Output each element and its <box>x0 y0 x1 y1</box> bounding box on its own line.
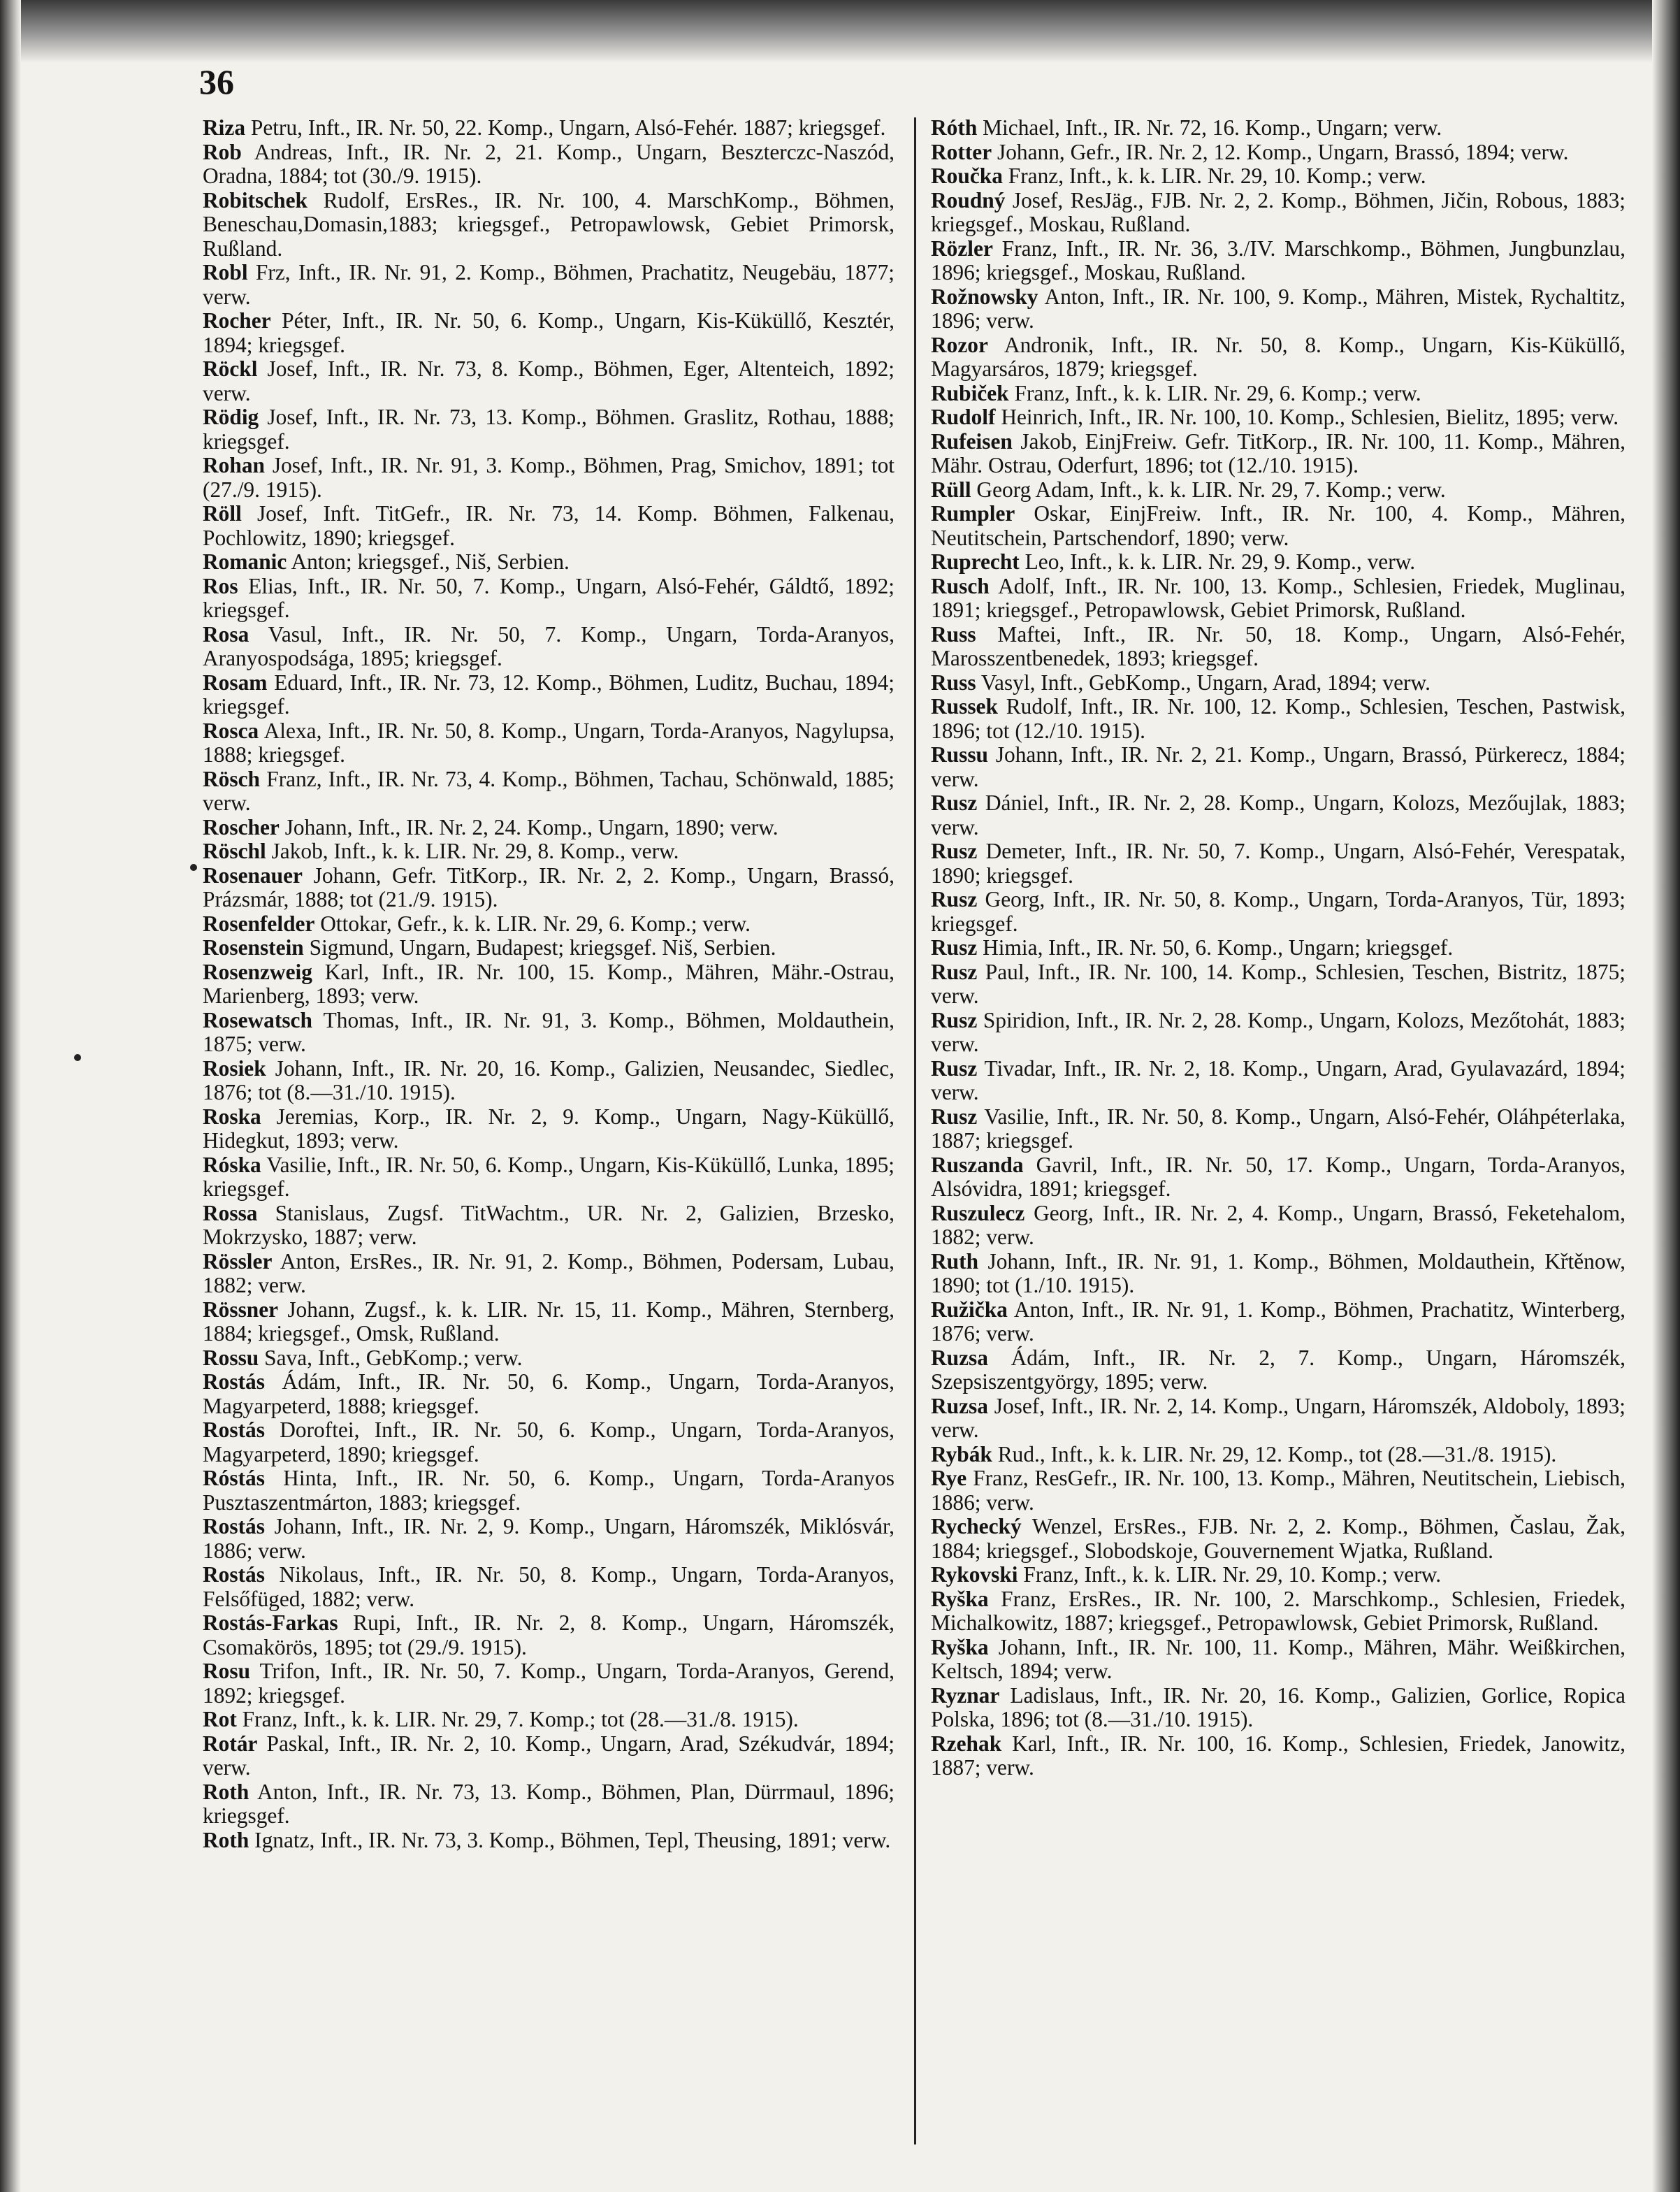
register-entry <box>203 719 895 767</box>
entry-details: Josef, Inft., IR. Nr. 73, 13. Komp., Böhmen. Graslitz, Rothau, 1888; kriegsgef. <box>203 405 895 454</box>
entry-details: Petru, Inft., IR. Nr. 50, 22. Komp., Ungarn, Alsó-Fehér. 1887; kriegsgef. <box>245 115 886 140</box>
entry-surname: Roscher <box>203 814 280 839</box>
entry-surname: Rob <box>203 139 242 164</box>
register-entry <box>203 1370 895 1418</box>
register-entry <box>931 1443 1625 1467</box>
entry-surname: Rudolf <box>931 405 996 429</box>
register-entry <box>931 936 1625 960</box>
register-entry <box>931 1105 1625 1153</box>
register-entry <box>203 1418 895 1466</box>
entry-surname: Ruprecht <box>931 549 1020 574</box>
entry-surname: Riza <box>203 115 246 140</box>
entry-surname: Robl <box>203 260 248 284</box>
entry-details: Anton, Inft., IR. Nr. 100, 9. Komp., Mähren, Mistek, Rychaltitz, 1896; verw. <box>931 284 1625 333</box>
register-entry <box>203 936 895 960</box>
entry-surname: Rosca <box>203 718 259 743</box>
entry-surname: Rusz <box>931 1007 978 1032</box>
entry-surname: Rumpler <box>931 501 1015 526</box>
entry-surname: Rye <box>931 1466 967 1490</box>
entry-surname: Rosenzweig <box>203 959 312 984</box>
register-entry <box>203 1346 895 1371</box>
register-entry <box>931 164 1625 189</box>
entry-surname: Röll <box>203 501 242 526</box>
entry-details: Johann, Inft., IR. Nr. 2, 24. Komp., Ungarn, 1890; verw. <box>279 814 779 839</box>
entry-surname: Rosenauer <box>203 863 303 888</box>
entry-details: Elias, Inft., IR. Nr. 50, 7. Komp., Ungarn, Alsó-Fehér, Gáldtő, 1892; kriegsgef. <box>203 573 895 622</box>
register-entry <box>931 1298 1625 1346</box>
register-entry <box>931 1732 1625 1780</box>
register-entry <box>931 1636 1625 1684</box>
register-entry <box>203 671 895 719</box>
entry-details: Spiridion, Inft., IR. Nr. 2, 28. Komp., Ungarn, Kolozs, Mezőtohát, 1883; verw. <box>931 1007 1625 1056</box>
entry-details: Rudolf, Inft., IR. Nr. 100, 12. Komp., Schlesien, Teschen, Pastwisk, 1896; tot (12./10. 1915). <box>931 694 1625 743</box>
entry-details: Johann, Inft., IR. Nr. 100, 11. Komp., Mähren, Mähr. Weißkirchen, Keltsch, 1894; verw. <box>931 1634 1625 1683</box>
register-entry <box>931 140 1625 165</box>
entry-details: Josef, Inft., IR. Nr. 2, 14. Komp., Ungarn, Háromszék, Aldoboly, 1893; verw. <box>931 1393 1625 1442</box>
entry-surname: Rusz <box>931 1104 978 1129</box>
register-entry <box>931 791 1625 839</box>
register-entry <box>931 888 1625 936</box>
entry-surname: Rotter <box>931 139 992 164</box>
register-entry <box>931 1587 1625 1636</box>
entry-details: Franz, Inft., k. k. LIR. Nr. 29, 7. Komp.; tot (28.—31./8. 1915). <box>236 1707 799 1731</box>
register-entry <box>203 960 895 1009</box>
entry-details: Vasul, Inft., IR. Nr. 50, 7. Komp., Ungarn, Torda-Aranyos, Aranyospodsága, 1895; kriegsgef. <box>203 621 895 670</box>
entry-details: Ádám, Inft., IR. Nr. 50, 6. Komp., Ungarn, Torda-Aranyos, Magyarpeterd, 1888; kriegsgef. <box>203 1369 895 1418</box>
register-entry <box>931 575 1625 623</box>
entry-details: Ottokar, Gefr., k. k. LIR. Nr. 29, 6. Komp.; verw. <box>314 911 751 936</box>
register-entry <box>203 550 895 575</box>
register-entry <box>931 189 1625 237</box>
entry-details: Ladislaus, Inft., IR. Nr. 20, 16. Komp., Galizien, Gorlice, Ropica Polska, 1896; tot (8.—31./10. 1915). <box>931 1682 1625 1731</box>
entry-surname: Rödig <box>203 405 259 429</box>
entry-surname: Roth <box>203 1827 249 1852</box>
entry-details: Josef, Inft. TitGefr., IR. Nr. 73, 14. Komp. Böhmen, Falkenau, Pochlowitz, 1890; kriegsgef. <box>203 501 895 550</box>
column-divider <box>914 117 916 2144</box>
entry-details: Johann, Inft., IR. Nr. 2, 21. Komp., Ungarn, Brassó, Pürkerecz, 1884; verw. <box>931 742 1625 791</box>
entry-details: Gavril, Inft., IR. Nr. 50, 17. Komp., Ungarn, Torda-Aranyos, Alsóvidra, 1891; kriegsgef. <box>931 1152 1625 1201</box>
entry-surname: Rostás <box>203 1562 265 1587</box>
register-entry <box>203 1732 895 1780</box>
entry-surname: Russ <box>931 670 976 695</box>
register-entry <box>931 1684 1625 1732</box>
register-entry <box>203 502 895 550</box>
entry-details: Sava, Inft., GebKomp.; verw. <box>259 1345 523 1370</box>
register-entry <box>203 1659 895 1708</box>
register-entry <box>931 1057 1625 1105</box>
entry-surname: Rubiček <box>931 380 1009 405</box>
register-entry <box>203 1829 895 1853</box>
entry-details: Oskar, EinjFreiw. Inft., IR. Nr. 100, 4. Komp., Mähren, Neutitschein, Partschendorf, 1890; verw. <box>931 501 1625 550</box>
entry-surname: Rüll <box>931 477 971 502</box>
entry-surname: Rosu <box>203 1659 251 1683</box>
entry-details: Vasilie, Inft., IR. Nr. 50, 6. Komp., Ungarn, Kis-Küküllő, Lunka, 1895; kriegsgef. <box>203 1152 895 1201</box>
entry-surname: Ryška <box>931 1586 989 1611</box>
bullet-mark <box>74 1054 81 1061</box>
entry-details: Alexa, Inft., IR. Nr. 50, 8. Komp., Ungarn, Torda-Aranyos, Nagylupsa, 1888; kriegsgef. <box>203 718 895 767</box>
register-entry <box>931 695 1625 743</box>
entry-surname: Rossa <box>203 1200 258 1225</box>
entry-surname: Ruzsa <box>931 1393 988 1418</box>
entry-surname: Röckl <box>203 356 258 381</box>
entry-surname: Rössner <box>203 1297 279 1322</box>
register-entry <box>203 1708 895 1732</box>
entry-surname: Roučka <box>931 164 1003 188</box>
entry-details: Johann, Inft., IR. Nr. 20, 16. Komp., Galizien, Neusandec, Siedlec, 1876; tot (8.—31./10. 1915). <box>203 1055 895 1104</box>
register-entry <box>203 839 895 864</box>
register-entry <box>931 430 1625 478</box>
register-entry <box>931 960 1625 1009</box>
entry-details: Maftei, Inft., IR. Nr. 50, 18. Komp., Ungarn, Alsó-Fehér, Marosszentbenedek, 1893; kriegsgef. <box>931 621 1625 670</box>
entry-details: Georg Adam, Inft., k. k. LIR. Nr. 29, 7. Komp.; verw. <box>971 477 1446 502</box>
entry-surname: Rostás <box>203 1418 265 1442</box>
register-entry <box>203 261 895 309</box>
register-entry <box>931 1153 1625 1202</box>
entry-details: Karl, Inft., IR. Nr. 100, 16. Komp., Schlesien, Friedek, Janowitz, 1887; verw. <box>931 1731 1625 1780</box>
entry-surname: Rössler <box>203 1248 273 1274</box>
entry-surname: Rocher <box>203 308 271 333</box>
entry-details: Anton, Inft., IR. Nr. 91, 1. Komp., Böhmen, Prachatitz, Winterberg, 1876; verw. <box>931 1297 1625 1346</box>
scan-shadow-left <box>0 0 21 2192</box>
register-entry <box>203 405 895 454</box>
entry-surname: Rossu <box>203 1345 259 1370</box>
entry-surname: Róska <box>203 1152 261 1177</box>
entry-details: Leo, Inft., k. k. LIR. Nr. 29, 9. Komp., verw. <box>1019 549 1416 574</box>
entry-surname: Rybák <box>931 1441 992 1466</box>
register-entry <box>931 1250 1625 1298</box>
entry-surname: Rufeisen <box>931 428 1013 454</box>
entry-details: Andronik, Inft., IR. Nr. 50, 8. Komp., Ungarn, Kis-Küküllő, Magyarsáros, 1879; kriegsgef. <box>931 332 1625 381</box>
entry-surname: Röschl <box>203 839 266 863</box>
entry-details: Péter, Inft., IR. Nr. 50, 6. Komp., Ungarn, Kis-Küküllő, Kesztér, 1894; kriegsgef. <box>203 308 895 357</box>
entry-details: Franz, ResGefr., IR. Nr. 100, 13. Komp., Mähren, Neutitschein, Liebisch, 1886; verw. <box>931 1466 1625 1515</box>
entry-surname: Rusz <box>931 791 978 815</box>
register-entry <box>203 189 895 261</box>
entry-details: Rudolf, ErsRes., IR. Nr. 100, 4. MarschKomp., Böhmen, Beneschau,Domasin,1883; kriegsgef., Petropawlowsk, Gebiet Primorsk, Rußland. <box>203 187 895 261</box>
register-entry <box>203 1515 895 1563</box>
register-entry <box>203 1105 895 1153</box>
register-entry <box>203 1298 895 1346</box>
scan-shadow-top <box>0 0 1680 63</box>
entry-surname: Ros <box>203 573 238 598</box>
register-entry <box>931 1346 1625 1394</box>
entry-details: Johann, Inft., IR. Nr. 2, 9. Komp., Ungarn, Háromszék, Miklósvár, 1886; verw. <box>203 1514 895 1563</box>
entry-details: Jakob, Inft., k. k. LIR. Nr. 29, 8. Komp., verw. <box>266 839 679 863</box>
register-entry <box>931 743 1625 791</box>
entry-details: Rupi, Inft., IR. Nr. 2, 8. Komp., Ungarn, Háromszék, Csomakörös, 1895; tot (29./9. 1915). <box>203 1610 895 1659</box>
entry-details: Johann, Zugsf., k. k. LIR. Nr. 15, 11. Komp., Mähren, Sternberg, 1884; kriegsgef., Omsk, Rußland. <box>203 1297 895 1346</box>
entry-surname: Rosa <box>203 621 249 647</box>
entry-details: Heinrich, Inft., IR. Nr. 100, 10. Komp., Schlesien, Bielitz, 1895; verw. <box>995 405 1619 429</box>
entry-details: Franz, Inft., k. k. LIR. Nr. 29, 10. Komp.; verw. <box>1018 1562 1442 1587</box>
entry-surname: Ryška <box>931 1634 989 1659</box>
entry-surname: Rösch <box>203 766 260 791</box>
entry-surname: Rusch <box>931 573 990 598</box>
entry-surname: Rzehak <box>931 1731 1002 1756</box>
entry-details: Anton, ErsRes., IR. Nr. 91, 2. Komp., Böhmen, Podersam, Lubau, 1882; verw. <box>203 1248 895 1297</box>
register-entry <box>203 1153 895 1202</box>
register-entry <box>931 1515 1625 1563</box>
left-column <box>203 116 895 1852</box>
entry-details: Sigmund, Ungarn, Budapest; kriegsgef. Niš, Serbien. <box>303 935 776 960</box>
entry-surname: Rosiek <box>203 1055 266 1081</box>
register-entry <box>203 1611 895 1659</box>
entry-surname: Rožnowsky <box>931 284 1038 309</box>
entry-details: Georg, Inft., IR. Nr. 2, 4. Komp., Ungarn, Brassó, Feketehalom, 1882; verw. <box>931 1200 1625 1249</box>
entry-details: Doroftei, Inft., IR. Nr. 50, 6. Komp., Ungarn, Torda-Aranyos, Magyarpeterd, 1890; kriegsgef. <box>203 1418 895 1466</box>
entry-surname: Ruzsa <box>931 1345 988 1370</box>
register-entry <box>203 1009 895 1057</box>
entry-details: Wenzel, ErsRes., FJB. Nr. 2, 2. Komp., Böhmen, Časlau, Žak, 1884; kriegsgef., Slobodskoje, Gouvernement Wjatka, Rußland. <box>931 1514 1625 1563</box>
register-entry <box>203 1202 895 1250</box>
entry-surname: Ruszulecz <box>931 1200 1025 1225</box>
entry-details: Franz, Inft., IR. Nr. 36, 3./IV. Marschkomp., Böhmen, Jungbunzlau, 1896; kriegsgef., Moskau, Rußland. <box>931 236 1625 284</box>
entry-details: Himia, Inft., IR. Nr. 50, 6. Komp., Ungarn; kriegsgef. <box>977 935 1454 960</box>
register-entry <box>931 1009 1625 1057</box>
register-entry <box>203 454 895 502</box>
register-entry <box>203 575 895 623</box>
entry-details: Dániel, Inft., IR. Nr. 2, 28. Komp., Ungarn, Kolozs, Mezőujlak, 1883; verw. <box>931 791 1625 839</box>
entry-details: Johann, Inft., IR. Nr. 91, 1. Komp., Böhmen, Moldauthein, Křtěnow, 1890; tot (1./10. 1915). <box>931 1248 1625 1297</box>
register-entry <box>203 357 895 405</box>
entry-details: Stanislaus, Zugsf. TitWachtm., UR. Nr. 2, Galizien, Brzesko, Mokrzysko, 1887; verw. <box>203 1200 895 1249</box>
register-entry <box>203 1250 895 1298</box>
entry-details: Tivadar, Inft., IR. Nr. 2, 18. Komp., Ungarn, Arad, Gyulavazárd, 1894; verw. <box>931 1055 1625 1104</box>
register-entry <box>931 550 1625 575</box>
register-entry <box>203 1057 895 1105</box>
register-entry <box>931 1394 1625 1443</box>
register-entry <box>931 623 1625 671</box>
entry-details: Josef, Inft., IR. Nr. 91, 3. Komp., Böhmen, Prag, Smichov, 1891; tot (27./9. 1915). <box>203 453 895 502</box>
entry-details: Demeter, Inft., IR. Nr. 50, 7. Komp., Ungarn, Alsó-Fehér, Verespatak, 1890; kriegsgef. <box>931 839 1625 888</box>
entry-details: Franz, Inft., k. k. LIR. Nr. 29, 10. Komp.; verw. <box>1002 164 1426 188</box>
entry-details: Anton; kriegsgef., Niš, Serbien. <box>287 549 570 574</box>
entry-surname: Russu <box>931 742 989 767</box>
entry-surname: Rostás-Farkas <box>203 1610 338 1635</box>
entry-details: Eduard, Inft., IR. Nr. 73, 12. Komp., Böhmen, Luditz, Buchau, 1894; kriegsgef. <box>203 670 895 719</box>
entry-surname: Rosewatsch <box>203 1007 312 1032</box>
entry-details: Vasilie, Inft., IR. Nr. 50, 8. Komp., Ungarn, Alsó-Fehér, Oláhpéterlaka, 1887; kriegsgef. <box>931 1104 1625 1153</box>
register-entry <box>203 1563 895 1611</box>
register-entry <box>931 1466 1625 1515</box>
entry-details: Fr⁠z, Inft., IR. Nr. 91, 2. Komp., Böhmen, Prachatitz, Neugebäu, 1877; verw. <box>203 260 895 309</box>
bullet-mark <box>190 864 197 871</box>
entry-surname: Rostás <box>203 1369 265 1394</box>
right-column <box>931 116 1625 1780</box>
register-entry <box>203 864 895 912</box>
entry-surname: Roudný <box>931 187 1006 212</box>
register-entry <box>931 671 1625 695</box>
entry-details: Johann, Gefr., IR. Nr. 2, 12. Komp., Ungarn, Brassó, 1894; verw. <box>992 139 1569 164</box>
entry-details: Jeremias, Korp., IR. Nr. 2, 9. Komp., Ungarn, Nagy-Küküllő, Hidegkut, 1893; verw. <box>203 1104 895 1153</box>
register-entry <box>203 309 895 357</box>
register-entry <box>931 333 1625 382</box>
entry-details: Ignatz, Inft., IR. Nr. 73, 3. Komp., Böhmen, Tepl, Theusing, 1891; verw. <box>249 1827 891 1852</box>
entry-surname: Russ <box>931 621 976 647</box>
entry-surname: Rosenfelder <box>203 911 315 936</box>
entry-details: Franz, Inft., k. k. LIR. Nr. 29, 6. Komp.; verw. <box>1008 380 1421 405</box>
entry-details: Rud., Inft., k. k. LIR. Nr. 29, 12. Komp., tot (28.—31./8. 1915). <box>992 1441 1557 1466</box>
register-entry <box>203 140 895 189</box>
register-entry <box>203 1466 895 1515</box>
entry-surname: Rusz <box>931 935 978 960</box>
entry-details: Vasyl, Inft., GebKomp., Ungarn, Arad, 1894; verw. <box>976 670 1431 695</box>
entry-surname: Rosenstein <box>203 935 304 960</box>
register-entry <box>931 1202 1625 1250</box>
entry-surname: Rostás <box>203 1514 265 1538</box>
entry-surname: Ružička <box>931 1297 1008 1322</box>
register-entry <box>203 767 895 816</box>
entry-surname: Romanic <box>203 549 287 574</box>
entry-details: Michael, Inft., IR. Nr. 72, 16. Komp., Ungarn; verw. <box>977 115 1442 140</box>
register-entry <box>931 382 1625 406</box>
entry-surname: Rusz <box>931 887 978 911</box>
register-entry <box>203 1780 895 1829</box>
entry-surname: Rusz <box>931 1055 978 1081</box>
entry-surname: Rychecký <box>931 1514 1022 1538</box>
entry-surname: Rozor <box>931 332 988 357</box>
register-entry <box>931 839 1625 888</box>
register-entry <box>931 405 1625 430</box>
register-entry <box>931 285 1625 333</box>
scan-shadow-right <box>1652 0 1680 2192</box>
entry-details: Franz, Inft., IR. Nr. 73, 4. Komp., Böhmen, Tachau, Schönwald, 1885; verw. <box>203 766 895 815</box>
entry-surname: Rykovski <box>931 1562 1018 1587</box>
entry-surname: Róth <box>931 115 978 140</box>
register-entry <box>203 912 895 937</box>
entry-details: Ádám, Inft., IR. Nr. 2, 7. Komp., Ungarn, Háromszék, Szepsiszentgyörgy, 1895; verw. <box>931 1345 1625 1394</box>
entry-surname: Robitschek <box>203 187 307 212</box>
entry-details: Nikolaus, Inft., IR. Nr. 50, 8. Komp., Ungarn, Torda-Aranyos, Felsőfüged, 1882; verw. <box>203 1562 895 1611</box>
entry-surname: Rusz <box>931 839 978 863</box>
entry-surname: Rotár <box>203 1731 258 1756</box>
entry-details: Paskal, Inft., IR. Nr. 2, 10. Komp., Ungarn, Arad, Székudvár, 1894; verw. <box>203 1731 895 1780</box>
entry-details: Josef, ResJäg., FJB. Nr. 2, 2. Komp., Böhmen, Jičin, Robous, 1883; kriegsgef., Moskau, Rußland. <box>931 187 1625 236</box>
entry-details: Paul, Inft., IR. Nr. 100, 14. Komp., Schlesien, Teschen, Bistritz, 1875; verw. <box>931 959 1625 1008</box>
entry-surname: Rohan <box>203 453 265 477</box>
entry-surname: Rözler <box>931 236 993 261</box>
entry-details: Trifon, Inft., IR. Nr. 50, 7. Komp., Ungarn, Torda-Aranyos, Gerend, 1892; kriegsgef. <box>203 1659 895 1708</box>
entry-surname: Rusz <box>931 959 978 984</box>
entry-surname: Rosam <box>203 670 268 695</box>
entry-surname: Roska <box>203 1104 261 1129</box>
entry-surname: Russek <box>931 694 998 719</box>
entry-details: Andreas, Inft., IR. Nr. 2, 21. Komp., Ungarn, Beszterczc-Naszód, Oradna, 1884; tot (30./9. 1915). <box>203 139 895 188</box>
entry-surname: Ruszanda <box>931 1152 1024 1177</box>
register-entry <box>203 816 895 840</box>
entry-surname: Roth <box>203 1779 249 1804</box>
entry-details: Josef, Inft., IR. Nr. 73, 8. Komp., Böhmen, Eger, Altenteich, 1892; verw. <box>203 356 895 405</box>
register-entry <box>203 623 895 671</box>
entry-details: Thomas, Inft., IR. Nr. 91, 3. Komp., Böhmen, Moldauthein, 1875; verw. <box>203 1007 895 1056</box>
entry-details: Jakob, EinjFreiw. Gefr. TitKorp., IR. Nr. 100, 11. Komp., Mähren, Mähr. Ostrau, Oderfurt, 1896; tot (12./10. 1915). <box>931 428 1625 477</box>
entry-surname: Rot <box>203 1707 237 1731</box>
register-entry <box>931 478 1625 503</box>
register-entry <box>203 116 895 140</box>
entry-details: Anton, Inft., IR. Nr. 73, 13. Komp., Böhmen, Plan, Dürrmaul, 1896; kriegsgef. <box>203 1779 895 1828</box>
entry-details: Franz, ErsRes., IR. Nr. 100, 2. Marschkomp., Schlesien, Friedek, Michalkowitz, 1887; kriegsgef., Petropawlowsk, Gebiet Primorsk, Rußland. <box>931 1586 1625 1635</box>
entry-surname: Róstás <box>203 1466 265 1490</box>
entry-details: Adolf, Inft., IR. Nr. 100, 13. Komp., Schlesien, Friedek, Muglinau, 1891; kriegsgef., Petropawlowsk, Gebiet Primorsk, Rußland. <box>931 573 1625 622</box>
entry-details: Georg, Inft., IR. Nr. 50, 8. Komp., Ungarn, Torda-Aranyos, Tür, 1893; kriegsgef. <box>931 887 1625 936</box>
entry-details: Karl, Inft., IR. Nr. 100, 15. Komp., Mähren, Mähr.-Ostrau, Marienberg, 1893; verw. <box>203 959 895 1008</box>
entry-details: Hinta, Inft., IR. Nr. 50, 6. Komp., Ungarn, Torda-Aranyos Pusztaszentmárton, 1883; kriegsgef. <box>203 1466 895 1515</box>
register-entry <box>931 1563 1625 1587</box>
page-number: 36 <box>199 62 234 101</box>
entry-surname: Ryznar <box>931 1682 1000 1708</box>
register-entry <box>931 116 1625 140</box>
register-entry <box>931 237 1625 285</box>
register-entry <box>931 502 1625 550</box>
entry-surname: Ruth <box>931 1248 979 1274</box>
entry-details: Johann, Gefr. TitKorp., IR. Nr. 2, 2. Komp., Ungarn, Brassó, Prázsmár, 1888; tot (21./9. 1915). <box>203 863 895 911</box>
